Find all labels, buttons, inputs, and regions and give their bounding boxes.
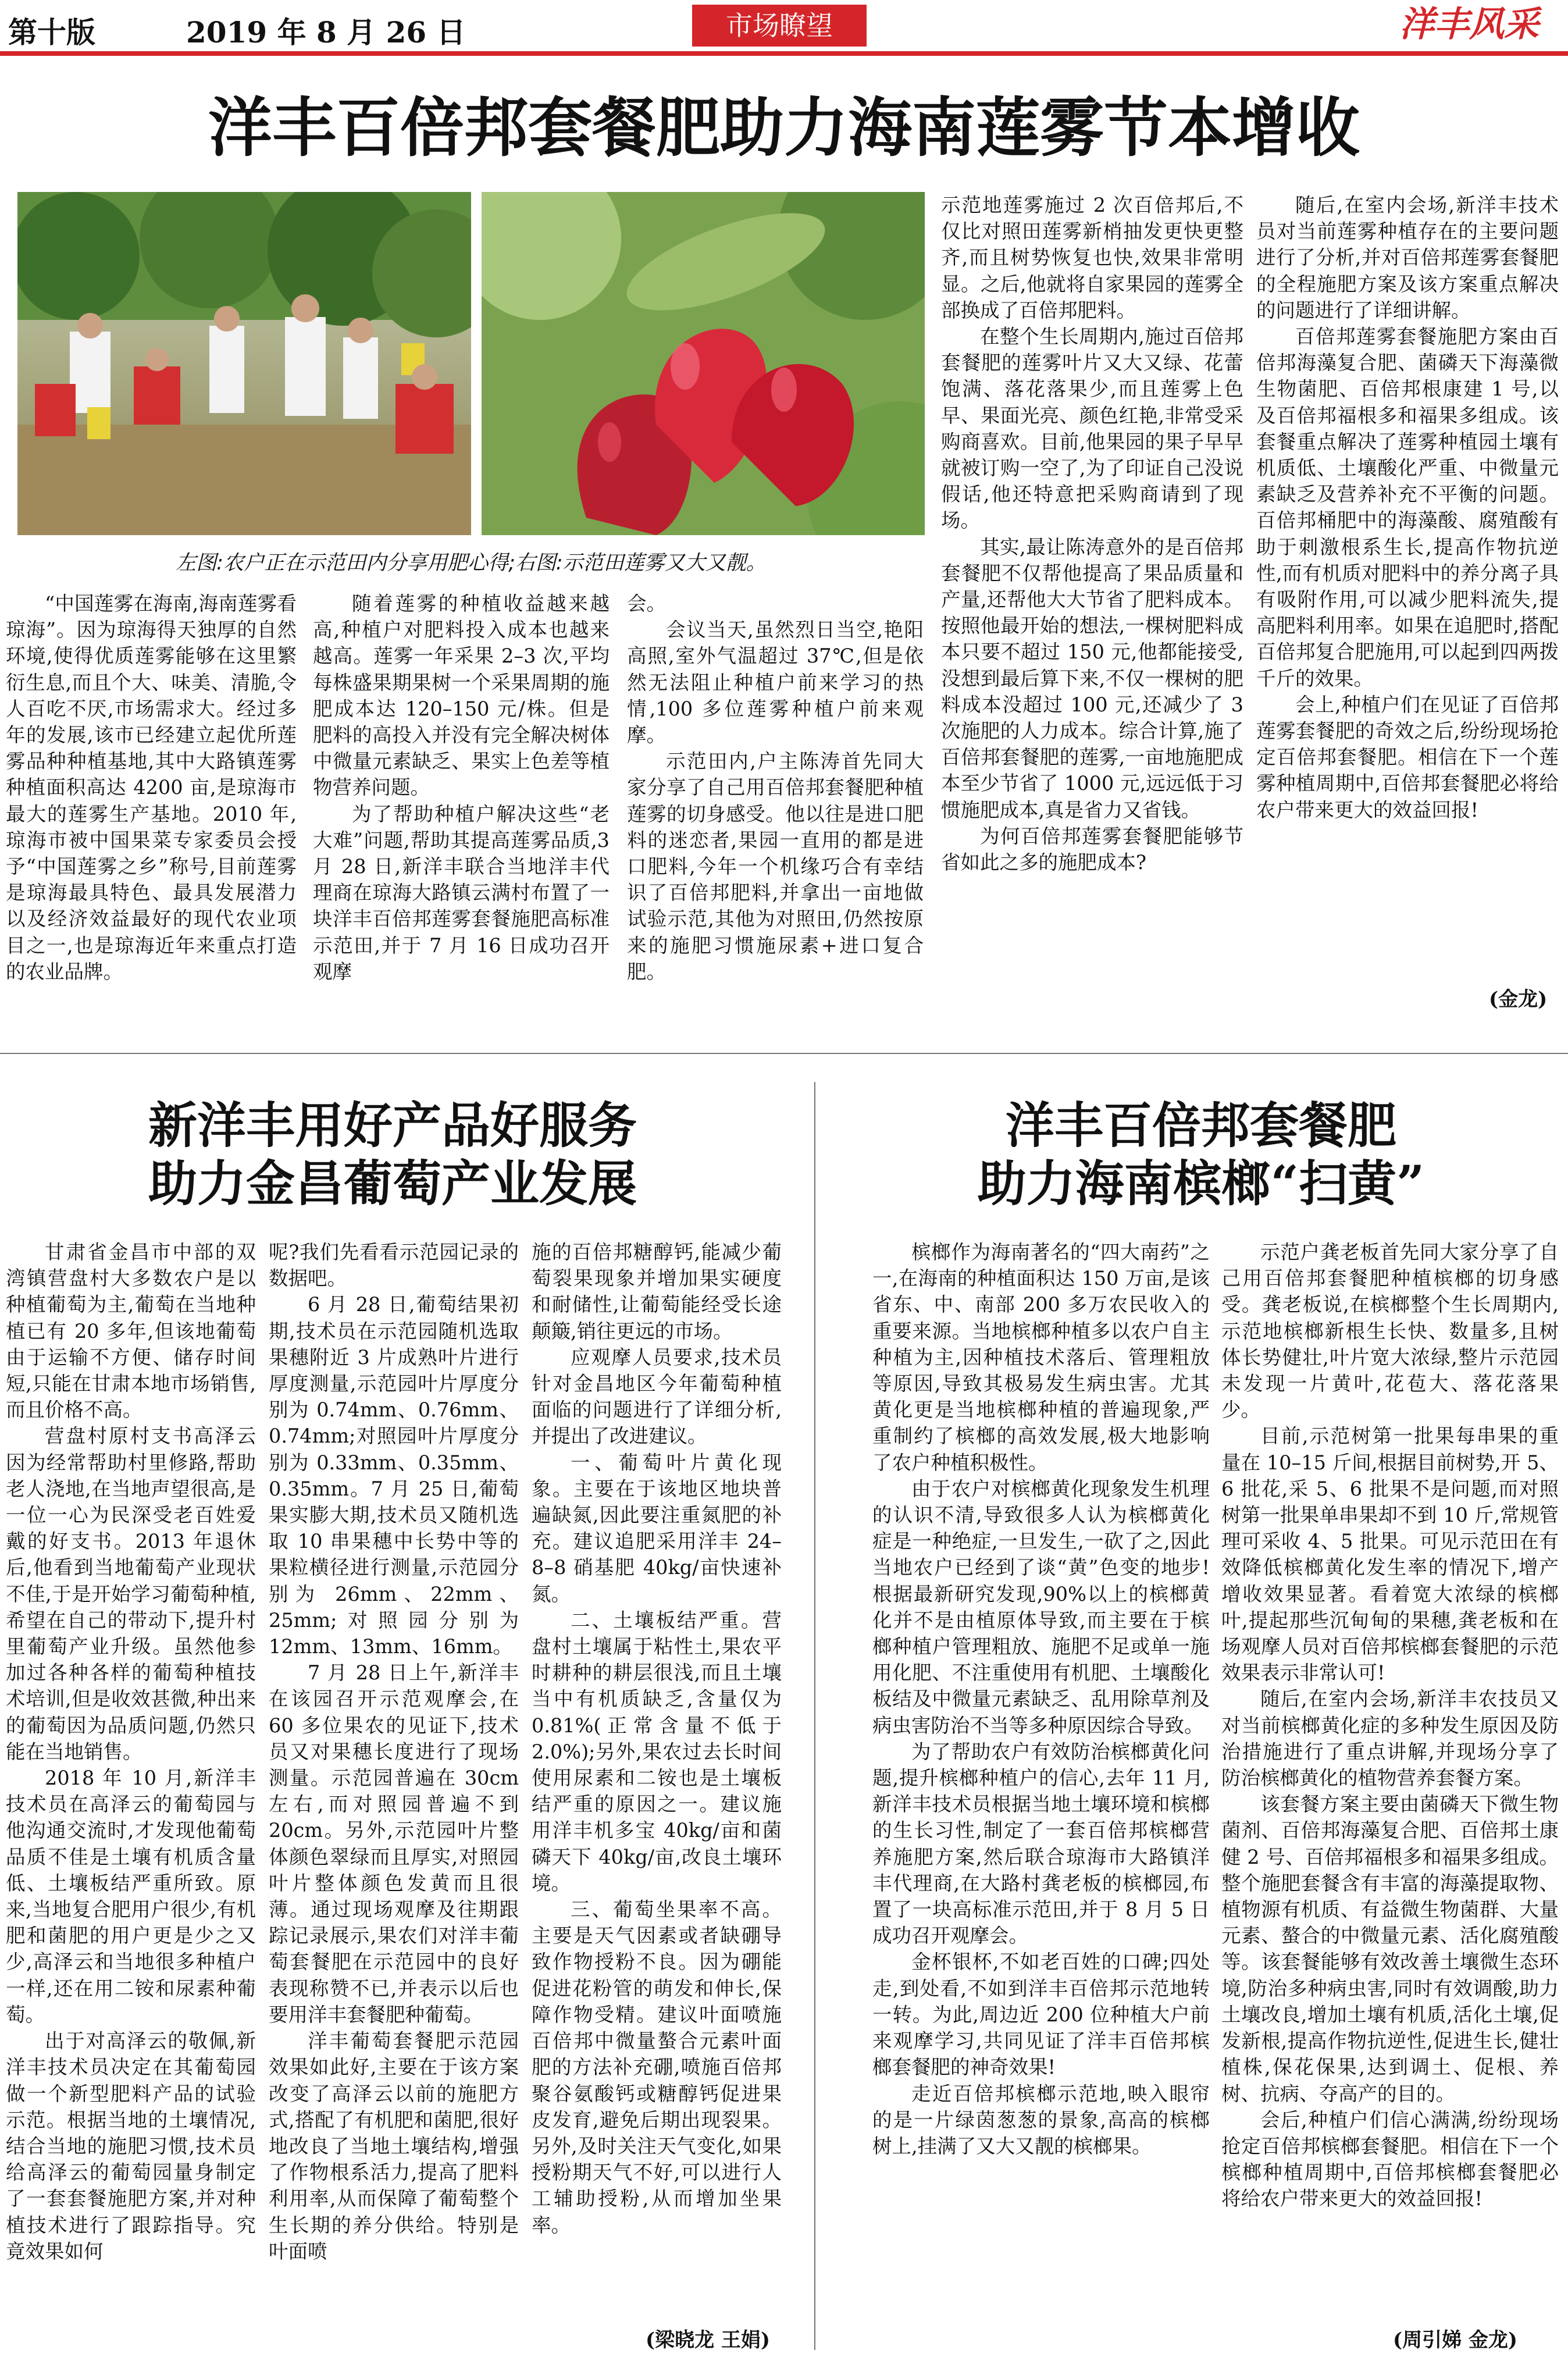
paragraph: 示范田内,户主陈涛首先同大家分享了自己用百倍邦套餐肥种植莲雾的切身感受。他以往是进口肥料的迷恋者,果园一直用的都是进口肥料,今年一个机缘巧合有幸结识了百倍邦肥料,并拿出一亩地做试验示范,其他为对照田,仍然按原来的施肥习惯施尿素+进口复合肥。 [627, 750, 924, 983]
section-divider [0, 1053, 1568, 1054]
paragraph: 在整个生长周期内,施过百倍邦套餐肥的莲雾叶片又大又绿、花蕾饱满、落花落果少,而且莲雾上色早、果面光亮、颜色红艳,非常受采购商喜欢。目前,他果园的果子早早就被订购一空了,为了印证自己没说假话,他还特意把采购商请到了现场。 [941, 325, 1243, 532]
paragraph: 施的百倍邦糖醇钙,能减少葡萄裂果现象并增加果实硬度和耐储性,让葡萄能经受长途颠簸,销往更远的市场。 [532, 1241, 782, 1343]
article2-title-line-2: 助力金昌葡萄产业发展 [148, 1155, 637, 1212]
paragraph: 示范户龚老板首先同大家分享了自己用百倍邦套餐肥种植槟榔的切身感受。龚老板说,在槟榔整个生长周期内,示范地槟榔新根生长快、数量多,且树体长势健壮,叶片宽大浓绿,整片示范园未发现一片黄叶,花苞大、落花落果少。 [1221, 1241, 1559, 1422]
paragraph: 2018 年 10 月,新洋丰技术员在高泽云的葡萄园与他沟通交流时,才发现他葡萄品质不佳是土壤有机质含量低、土壤板结严重所致。原来,当地复合肥用户很少,有机肥和菌肥的用户更是少之又少,高泽云和当地很多种植户一样,还在用二铵和尿素种葡萄。 [6, 1767, 256, 2026]
section-badge: 市场瞭望 [692, 5, 867, 47]
paragraph: 二、土壤板结严重。营盘村土壤属于粘性土,果农平时耕种的耕层很浅,而且土壤当中有机质缺乏,含量仅为 0.81%(正常含量不低于 2.0%);另外,果农过去长时间使用尿素和二铵也是土壤板结严重的原因之一。建议施用洋丰机多宝 40kg/亩和菌磷天下 40kg/亩,改良土壤环境。 [532, 1608, 782, 1895]
article3-column-1 [872, 1239, 1210, 2333]
paragraph: “中国莲雾在海南,海南莲雾看琼海”。因为琼海得天独厚的自然环境,使得优质莲雾能够在这里繁衍生息,而且个大、味美、清脆,令人百吃不厌,市场需求大。经过多年的发展,该市已经建立起优所莲雾品种种植基地,其中大路镇莲雾种植面积高达 4200 亩,是琼海市最大的莲雾生产基地。2010 年,琼海市被中国果菜专家委员会授予“中国莲雾之乡”称号,目前莲雾是琼海最具特色、最具发展潜力以及经济效益最好的现代农业项目之一,也是琼海近年来重点打造的农业品牌。 [6, 592, 297, 983]
article2-column-2 [269, 1239, 519, 2333]
paragraph: 走近百倍邦槟榔示范地,映入眼帘的是一片绿茵葱葱的景象,高高的槟榔树上,挂满了又大又靓的槟榔果。 [872, 2082, 1210, 2157]
article3-title-line-1: 洋丰百倍邦套餐肥 [1005, 1096, 1396, 1154]
paragraph: 随着莲雾的种植收益越来越高,种植户对肥料投入成本也越来越高。莲雾一年采果 2–3 次,平均每株盛果期果树一个采果周期的施肥成本达 120–150 元/株。但是肥料的高投入并没有完全解决树体中微量元素缺乏、果实上色差等植物营养问题。 [313, 592, 610, 799]
paragraph: 该套餐方案主要由菌磷天下微生物菌剂、百倍邦海藻复合肥、百倍邦土康健 2 号、百倍邦福根多和福果多组成。整个施肥套餐含有丰富的海藻提取物、植物源有机质、有益微生物菌群、大量元素、螯合的中微量元素、活化腐殖酸等。该套餐能够有效改善土壤微生态环境,防治多种病虫害,同时有效调酸,助力土壤改良,增加土壤有机质,活化土壤,促发新根,提高作物抗逆性,促进生长,健壮植株,保花保果,达到调土、促根、养树、抗病、夺高产的目的。 [1221, 1793, 1559, 2105]
paragraph: 金杯银杯,不如老百姓的口碑;四处走,到处看,不如到洋丰百倍邦示范地转一转。为此,周边近 200 位种植大户前来观摩学习,共同见证了洋丰百倍邦槟榔套餐肥的神奇效果! [872, 1950, 1210, 2079]
paragraph: 洋丰葡萄套餐肥示范园效果如此好,主要在于该方案改变了高泽云以前的施肥方式,搭配了有机肥和菌肥,很好地改良了当地土壤结构,增强了作物根系活力,提高了肥料利用率,从而保障了葡萄整个生长期的养分供给。特别是叶面喷 [269, 2030, 519, 2263]
article1-byline: (金龙) [1489, 988, 1548, 1011]
paragraph: 其实,最让陈涛意外的是百倍邦套餐肥不仅帮他提高了果品质量和产量,还帮他大大节省了肥料成本。按照他最开始的想法,一棵树肥料成本只要不超过 150 元,他都能接受,没想到最后算下来,不仅一棵树的肥料成本没超过 100 元,还减少了 3 次施肥的人力成本。综合计算,施了百倍邦套餐肥的莲雾,一亩地施肥成本至少节省了 1000 元,远远低于习惯施肥成本,真是省力又省钱。 [941, 535, 1243, 821]
wax-apple-image [482, 192, 925, 535]
article2-column-1 [6, 1239, 256, 2333]
article1-column-5 [1256, 192, 1559, 974]
paragraph: 示范地莲雾施过 2 次百倍邦后,不仅比对照田莲雾新梢抽发更快更整齐,而且树势恢复也快,效果非常明显。之后,他就将自家果园的莲雾全部换成了百倍邦肥料。 [941, 194, 1243, 322]
paragraph: 为了帮助种植户解决这些“老大难”问题,帮助其提高莲雾品质,3 月 28 日,新洋丰联合当地洋丰代理商在琼海大路镇云满村布置了一块洋丰百倍邦莲雾套餐施肥高标准示范田,并于 7 月 16 日成功召开观摩 [313, 802, 610, 983]
paragraph: 会议当天,虽然烈日当空,艳阳高照,室外气温超过 37℃,但是依然无法阻止种植户前来学习的热情,100 多位莲雾种植户前来观摩。 [627, 618, 924, 747]
column-divider [814, 1082, 815, 2350]
paragraph: 呢?我们先看看示范园记录的数据吧。 [269, 1241, 519, 1290]
paragraph: 一、葡萄叶片黄化现象。主要在于该地区地块普遍缺氮,因此要注重氮肥的补充。建议追肥采用洋丰 24–8–8 硝基肥 40kg/亩快速补氮。 [532, 1451, 782, 1605]
brand-logo: 洋丰风采 [1399, 4, 1539, 45]
article3-title-line-2: 助力海南槟榔“扫黄” [977, 1155, 1425, 1212]
paragraph: 甘肃省金昌市中部的双湾镇营盘村大多数农户是以种植葡萄为主,葡萄在当地种植已有 20 多年,但该地葡萄由于运输不方便、储存时间短,只能在甘肃本地市场销售,而且价格不高。 [6, 1241, 256, 1422]
page-date: 2019 年 8 月 26 日 [186, 15, 466, 49]
article1-column-4 [941, 192, 1243, 1032]
article1-column-1 [6, 590, 297, 1032]
photo-farmers-meeting [17, 192, 471, 535]
farmers-meeting-image [17, 192, 471, 535]
masthead [0, 0, 1568, 52]
paragraph: 应观摩人员要求,技术员针对金昌地区今年葡萄种植面临的问题进行了详细分析,并提出了改进建议。 [532, 1345, 782, 1448]
article2-title-line-1: 新洋丰用好产品好服务 [148, 1096, 637, 1154]
article1-column-2 [313, 590, 610, 1032]
article3-byline: (周引娣 金龙) [1393, 2328, 1518, 2352]
paragraph: 会后,种植户们信心满满,纷纷现场抢定百倍邦槟榔套餐肥。相信在下一个槟榔种植周期中,百倍邦槟榔套餐肥必将给农户带来更大的效益回报! [1221, 2108, 1559, 2210]
photo-wax-apples [482, 192, 925, 535]
paragraph: 目前,示范树第一批果每串果的重量在 10–15 斤间,根据目前树势,开 5、6 批花,采 5、6 批果不是问题,而对照树第一批果单串果却不到 10 斤,常规管理可采收 4、5 批果。可见示范田在有效降低槟榔黄化发生率的情况下,增产增收效果显著。看着宽大浓绿的槟榔叶,提起那些沉甸甸的果穗,龚老板和在场观摩人员对百倍邦槟榔套餐肥的示范效果表示非常认可! [1221, 1425, 1559, 1685]
article3-title [849, 1096, 1553, 1213]
paragraph: 6 月 28 日,葡萄结果初期,技术员在示范园随机选取果穗附近 3 片成熟叶片进行厚度测量,示范园叶片厚度分别为 0.74mm、0.76mm、0.74mm;对照园叶片厚度分别为 0.33mm、0.35mm、0.35mm。7 月 25 日,葡萄果实膨大期,技术员又随机选取 10 串果穗中长势中等的果粒横径进行测量,示范园分别为 26mm、22mm、25mm;对照园分别为 12mm、13mm、16mm。 [269, 1293, 519, 1658]
paragraph: 由于农户对槟榔黄化现象发生机理的认识不清,导致很多人认为槟榔黄化症是一种绝症,一旦发生,一砍了之,因此当地农户已经到了谈“黄”色变的地步!根据最新研究发现,90%以上的槟榔黄化并不是由植原体导致,而主要在于槟榔种植户管理粗放、施肥不足或单一施用化肥、不注重使用有机肥、土壤酸化板结及中微量元素缺乏、乱用除草剂及病虫害防治不当等多种原因综合导致。 [872, 1477, 1210, 1737]
masthead-rule [0, 51, 1568, 56]
paragraph: 随后,在室内会场,新洋丰技术员对当前莲雾种植存在的主要问题进行了分析,并对百倍邦莲雾套餐肥的全程施肥方案及该方案重点解决的问题进行了详细讲解。 [1256, 194, 1559, 322]
article2-title [23, 1096, 762, 1213]
paragraph: 为了帮助农户有效防治槟榔黄化问题,提升槟榔种植户的信心,去年 11 月,新洋丰技术员根据当地土壤环境和槟榔的生长习性,制定了一套百倍邦槟榔营养施肥方案,然后联合琼海市大路镇洋丰代理商,在大路村龚老板的槟榔园,布置了一块高标准示范田,并于 8 月 5 日成功召开观摩会。 [872, 1740, 1210, 1947]
article2-column-3 [532, 1239, 782, 2306]
paragraph: 会。 [627, 592, 666, 615]
paragraph: 槟榔作为海南著名的“四大南药”之一,在海南的种植面积达 150 万亩,是该省东、中、南部 200 多万农民收入的重要来源。当地槟榔种植多以农户自主种植为主,因种植技术落后、管理粗放等原因,导致其极易发生病虫害。尤其黄化更是当地槟榔种植的普遍现象,严重制约了槟榔的高效发展,极大地影响了农户种植积极性。 [872, 1241, 1210, 1474]
article2-byline: (梁晓龙 王娟) [646, 2328, 771, 2352]
paragraph: 出于对高泽云的敬佩,新洋丰技术员决定在其葡萄园做一个新型肥料产品的试验示范。根据当地的土壤情况,结合当地的施肥习惯,技术员给高泽云的葡萄园量身制定了一套套餐施肥方案,并对种植技术进行了跟踪指导。究竟效果如何 [6, 2030, 256, 2263]
paragraph: 随后,在室内会场,新洋丰农技员又对当前槟榔黄化症的多种发生原因及防治措施进行了重点讲解,并现场分享了防治槟榔黄化的植物营养套餐方案。 [1221, 1687, 1559, 1790]
paragraph: 百倍邦莲雾套餐施肥方案由百倍邦海藻复合肥、菌磷天下海藻微生物菌肥、百倍邦根康建 1 号,以及百倍邦福根多和福果多组成。该套餐重点解决了莲雾种植园土壤有机质低、土壤酸化严重、中微量元素缺乏及营养补充不平衡的问题。百倍邦桶肥中的海藻酸、腐殖酸有助于刺激根系生长,提高作物抗逆性,而有机质对肥料中的养分离子具有吸附作用,可以减少肥料流失,提高肥料利用率。如果在追肥时,搭配百倍邦复合肥施用,可以起到四两拨千斤的效果。 [1256, 325, 1559, 690]
article1-column-3 [627, 590, 924, 1032]
article3-column-2 [1221, 1239, 1559, 2306]
photo-caption: 左图:农户正在示范田内分享用肥心得;右图:示范田莲雾又大又靓。 [176, 551, 767, 575]
paragraph: 三、葡萄坐果率不高。主要是天气因素或者缺硼导致作物授粉不良。因为硼能促进花粉管的萌发和伸长,保障作物受精。建议叶面喷施百倍邦中微量螯合元素叶面肥的方法补充硼,喷施百倍邦聚谷氨酸钙或糖醇钙促进果皮发育,避免后期出现裂果。另外,及时关注天气变化,如果授粉期天气不好,可以进行人工辅助授粉,从而增加坐果率。 [532, 1898, 782, 2237]
article1-title: 洋丰百倍邦套餐肥助力海南莲雾节本增收 [208, 90, 1360, 165]
page-number: 第十版 [8, 15, 95, 49]
paragraph: 7 月 28 日上午,新洋丰在该园召开示范观摩会,在 60 多位果农的见证下,技术员又对果穗长度进行了现场测量。示范园普遍在 30cm 左右,而对照园普遍不到 20cm。另外,示范园叶片整体颜色翠绿而且厚实,对照园叶片整体颜色发黄而且很薄。通过现场观摩及往期跟踪记录展示,果农们对洋丰葡萄套餐肥在示范园中的良好表现称赞不已,并表示以后也要用洋丰套餐肥种葡萄。 [269, 1661, 519, 2026]
paragraph: 为何百倍邦莲雾套餐肥能够节省如此之多的施肥成本? [941, 824, 1243, 874]
paragraph: 会上,种植户们在见证了百倍邦莲雾套餐肥的奇效之后,纷纷现场抢定百倍邦套餐肥。相信在下一个莲雾种植周期中,百倍邦套餐肥必将给农户带来更大的效益回报! [1256, 693, 1559, 821]
paragraph: 营盘村原村支书高泽云因为经常帮助村里修路,帮助老人浇地,在当地声望很高,是一位一心为民深受老百姓爱戴的好支书。2013 年退休后,他看到当地葡萄产业现状不佳,于是开始学习葡萄种植,希望在自己的带动下,提升村里葡萄产业升级。虽然他参加过各种各样的葡萄种植技术培训,但是收效甚微,种出来的葡萄因为品质问题,仍然只能在当地销售。 [6, 1425, 256, 1763]
